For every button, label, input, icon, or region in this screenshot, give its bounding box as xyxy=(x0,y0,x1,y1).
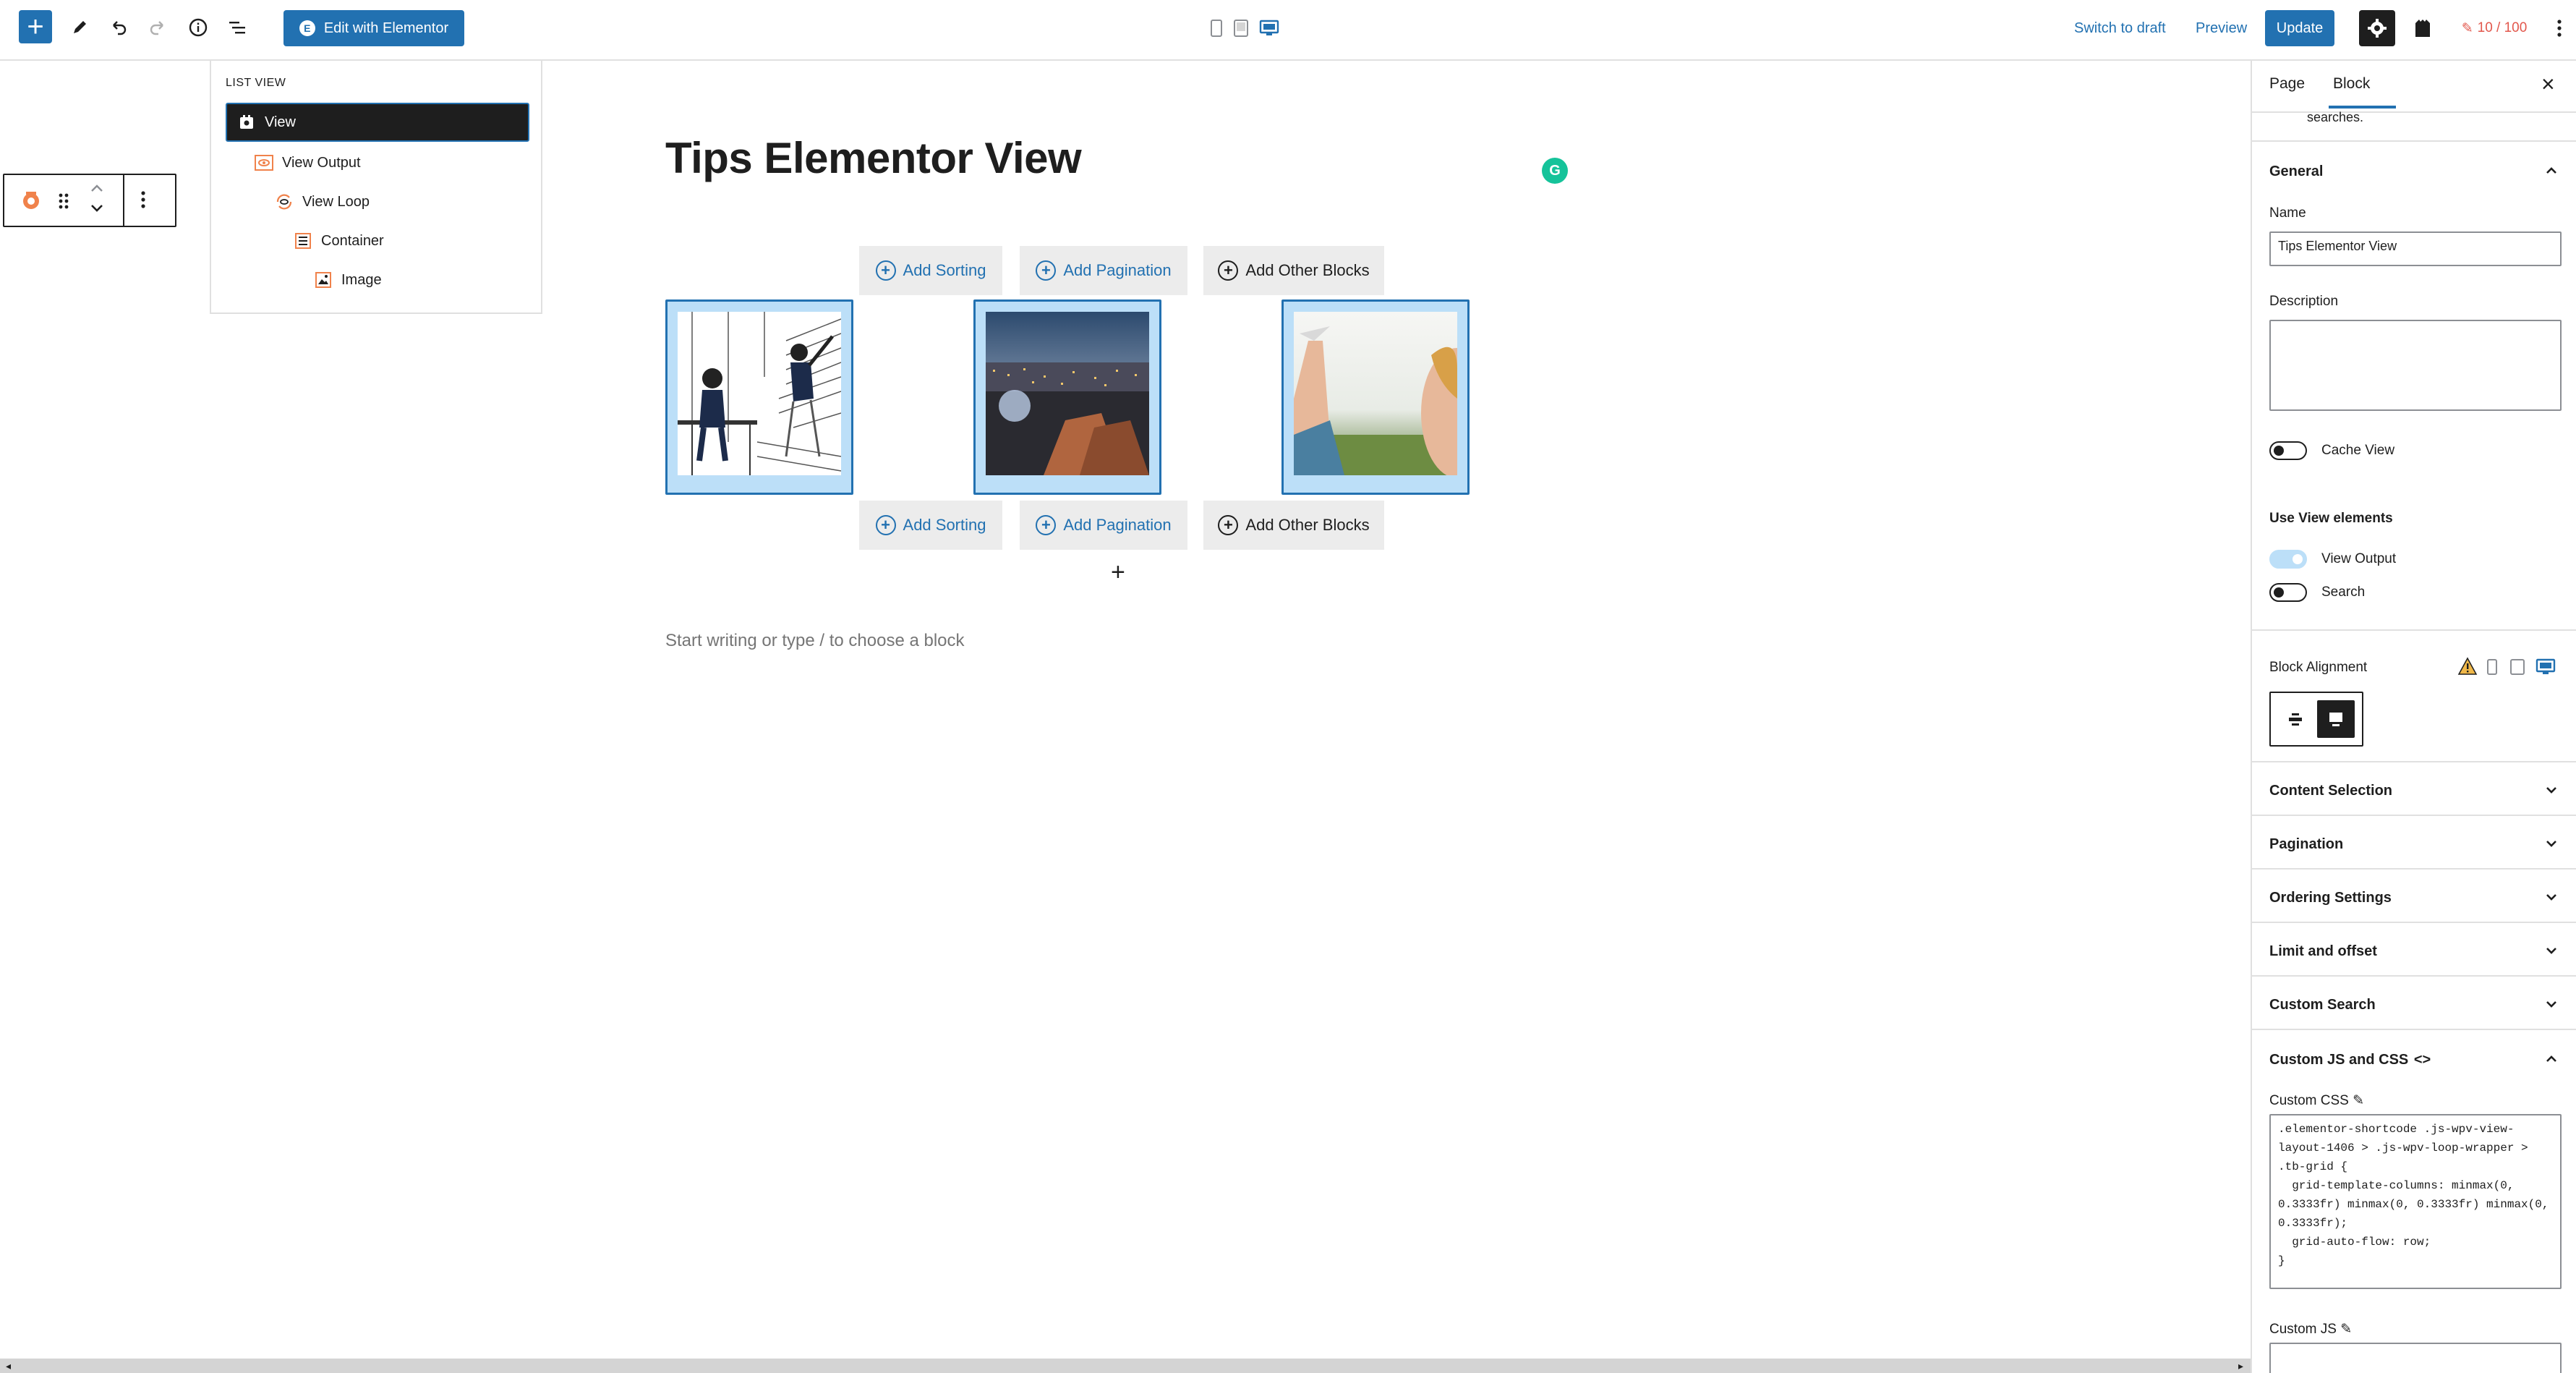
section-title: Ordering Settings xyxy=(2269,890,2392,906)
tab-block[interactable]: Block xyxy=(2333,75,2371,92)
section-divider xyxy=(2252,761,2576,762)
add-other-blocks-label: Add Other Blocks xyxy=(1245,261,1370,279)
use-view-elements-heading: Use View elements xyxy=(2269,511,2393,526)
custom-js-editor[interactable] xyxy=(2269,1343,2562,1373)
chevron-up-icon xyxy=(2544,1052,2559,1068)
elementor-icon: E xyxy=(299,20,315,36)
info-icon[interactable] xyxy=(182,12,214,43)
undo-icon[interactable] xyxy=(103,12,135,43)
image-icon xyxy=(314,271,333,289)
search-label: Search xyxy=(2321,585,2366,600)
scroll-left-icon[interactable]: ◂ xyxy=(6,1360,12,1372)
tab-page[interactable]: Page xyxy=(2269,75,2306,92)
list-view-icon[interactable] xyxy=(221,12,253,43)
code-icon: <> xyxy=(2413,1052,2431,1068)
settings-sidebar xyxy=(2251,61,2576,1373)
plus-circle-icon: + xyxy=(1218,515,1238,535)
desktop-preview-icon[interactable] xyxy=(1257,16,1281,41)
section-content-selection[interactable] xyxy=(2269,783,2559,799)
view-output-toggle[interactable] xyxy=(2269,550,2307,569)
redo-icon[interactable] xyxy=(142,12,174,43)
description-label: Description xyxy=(2269,294,2339,309)
gear-icon xyxy=(2366,17,2388,39)
description-field[interactable] xyxy=(2269,320,2562,411)
view-output-label: View Output xyxy=(2321,551,2397,566)
list-item-container[interactable] xyxy=(294,221,384,260)
plus-icon: + xyxy=(27,11,44,43)
add-sorting-button-bottom[interactable] xyxy=(859,501,1002,550)
custom-css-label xyxy=(2269,1092,2364,1109)
edit-with-elementor-label: Edit with Elementor xyxy=(323,20,449,36)
grammarly-icon[interactable]: G xyxy=(1542,158,1568,184)
settings-button[interactable] xyxy=(2359,10,2395,46)
desktop-alignment-icon[interactable] xyxy=(2536,658,2557,677)
section-limit-offset[interactable] xyxy=(2269,943,2559,960)
plugin-icon[interactable] xyxy=(2408,12,2437,45)
section-pagination[interactable] xyxy=(2269,836,2559,853)
top-toolbar xyxy=(0,0,2576,61)
align-wide-button[interactable] xyxy=(2277,700,2314,738)
section-custom-js-css[interactable] xyxy=(2269,1052,2559,1068)
section-title: Custom Search xyxy=(2269,997,2376,1013)
preview-button[interactable]: Preview xyxy=(2196,20,2248,36)
name-field[interactable]: Tips Elementor View xyxy=(2269,231,2562,266)
section-title: Limit and offset xyxy=(2269,943,2377,959)
tablet-alignment-icon[interactable] xyxy=(2509,658,2527,677)
list-item-view-output[interactable] xyxy=(255,143,361,182)
pencil-icon[interactable]: ✎ xyxy=(2353,1093,2365,1108)
align-full-button[interactable] xyxy=(2317,700,2355,738)
update-button[interactable]: Update xyxy=(2265,10,2334,46)
tablet-preview-icon[interactable] xyxy=(1231,16,1251,41)
default-block-appender[interactable]: Start writing or type / to choose a block xyxy=(665,631,965,650)
add-other-blocks-button-bottom[interactable] xyxy=(1203,501,1384,550)
add-other-blocks-label: Add Other Blocks xyxy=(1245,516,1370,534)
section-divider xyxy=(2252,140,2576,142)
plus-circle-icon: + xyxy=(1218,260,1238,281)
custom-js-label-text: Custom JS xyxy=(2269,1322,2337,1337)
view-block-icon[interactable] xyxy=(20,190,43,213)
list-view-heading: LIST VIEW xyxy=(226,77,286,89)
name-label: Name xyxy=(2269,205,2306,221)
list-item-image[interactable] xyxy=(314,260,382,299)
add-sorting-label: Add Sorting xyxy=(903,516,986,534)
section-title: Pagination xyxy=(2269,836,2344,852)
add-pagination-button-bottom[interactable] xyxy=(1020,501,1187,550)
add-sorting-label: Add Sorting xyxy=(903,261,986,279)
loop-item-image-1[interactable] xyxy=(665,299,853,495)
custom-js-label xyxy=(2269,1321,2352,1338)
section-divider xyxy=(2252,975,2576,977)
loop-item-image-3[interactable] xyxy=(1281,299,1470,495)
move-up-icon[interactable] xyxy=(88,182,110,198)
chevron-down-icon xyxy=(2544,997,2559,1013)
cache-view-label: Cache View xyxy=(2321,443,2395,458)
section-divider xyxy=(2252,922,2576,923)
section-title: General xyxy=(2269,163,2324,179)
chevron-down-icon xyxy=(2544,836,2559,853)
switch-to-draft-button[interactable]: Switch to draft xyxy=(2074,20,2166,36)
loop-item-image-2[interactable] xyxy=(973,299,1161,495)
city-night-photo xyxy=(986,312,1149,475)
drag-handle-icon[interactable] xyxy=(56,191,75,213)
chevron-up-icon xyxy=(2544,163,2559,180)
block-options-icon[interactable] xyxy=(140,190,162,213)
alignment-buttons xyxy=(2269,692,2363,747)
sidebar-tabs xyxy=(2252,61,2576,113)
align-full-icon xyxy=(2326,710,2345,728)
seo-score-badge[interactable] xyxy=(2447,12,2541,45)
mobile-alignment-icon[interactable] xyxy=(2486,658,2502,677)
block-alignment-label: Block Alignment xyxy=(2269,660,2368,675)
list-item-view-loop[interactable] xyxy=(275,182,370,221)
section-divider xyxy=(2252,815,2576,816)
custom-css-label-text: Custom CSS xyxy=(2269,1093,2349,1108)
chevron-down-icon xyxy=(2544,890,2559,906)
view-loop-icon xyxy=(275,192,294,211)
section-general-header[interactable] xyxy=(2269,163,2559,180)
align-wide-icon xyxy=(2286,710,2305,728)
edit-with-elementor-button[interactable] xyxy=(283,10,464,46)
view-block-icon xyxy=(237,113,256,132)
section-ordering-settings[interactable] xyxy=(2269,890,2559,906)
section-custom-search[interactable] xyxy=(2269,997,2559,1013)
mobile-preview-icon[interactable] xyxy=(1206,16,1227,41)
list-item-label: View Output xyxy=(282,154,361,171)
list-item-label: Image xyxy=(341,271,382,288)
add-block-button[interactable] xyxy=(19,10,52,43)
horizontal-scrollbar[interactable] xyxy=(0,1359,2251,1373)
add-pagination-label: Add Pagination xyxy=(1063,261,1172,279)
section-title: Content Selection xyxy=(2269,783,2393,799)
section-title: Custom JS and CSS xyxy=(2269,1052,2409,1068)
section-divider xyxy=(2252,1029,2576,1030)
seo-icon: ✎ xyxy=(2461,20,2473,36)
cache-view-toggle[interactable] xyxy=(2269,441,2307,460)
add-sorting-button-top[interactable] xyxy=(859,246,1002,295)
pencil-icon[interactable]: ✎ xyxy=(2340,1322,2353,1337)
options-menu-icon[interactable] xyxy=(2549,12,2570,45)
person-paper-plane-photo xyxy=(1294,312,1457,475)
list-item-label: Container xyxy=(321,232,384,249)
container-icon xyxy=(294,231,312,250)
plus-circle-icon: + xyxy=(876,260,896,281)
add-other-blocks-button-top[interactable] xyxy=(1203,246,1384,295)
plus-circle-icon: + xyxy=(1036,260,1056,281)
warning-icon xyxy=(2457,657,2479,679)
list-view-panel xyxy=(210,61,542,314)
chevron-down-icon xyxy=(2544,943,2559,960)
view-output-icon xyxy=(255,153,273,172)
scroll-right-icon[interactable]: ▸ xyxy=(2238,1360,2243,1372)
move-down-icon[interactable] xyxy=(88,203,110,218)
list-item-label: View xyxy=(265,114,296,130)
custom-css-editor[interactable]: .elementor-shortcode .js-wpv-view-layout-1406 > .js-wpv-loop-wrapper > .tb-grid { grid-template-columns: minmax(0, 0.3333fr) minmax(0, 0.3333fr) minmax(0, 0.3333fr); grid-auto-flow: row; } xyxy=(2269,1114,2562,1289)
list-item-view[interactable] xyxy=(226,103,529,142)
add-pagination-button-top[interactable] xyxy=(1020,246,1187,295)
plus-circle-icon: + xyxy=(1036,515,1056,535)
post-title[interactable]: Tips Elementor View xyxy=(665,134,1082,182)
toolbar-divider xyxy=(123,175,124,226)
close-icon[interactable]: × xyxy=(2541,71,2555,97)
plus-circle-icon: + xyxy=(876,515,896,535)
pen-icon[interactable] xyxy=(64,12,95,43)
illustration-image xyxy=(678,312,841,475)
chevron-down-icon xyxy=(2544,783,2559,799)
list-item-label: View Loop xyxy=(302,193,370,210)
section-divider xyxy=(2252,629,2576,631)
add-pagination-label: Add Pagination xyxy=(1063,516,1172,534)
block-toolbar xyxy=(3,174,176,227)
section-divider xyxy=(2252,868,2576,870)
inserter-plus-icon[interactable]: + xyxy=(1111,558,1125,586)
truncated-help-text: searches. xyxy=(2307,110,2364,124)
seo-score-label: 10 / 100 xyxy=(2477,20,2528,35)
search-toggle[interactable] xyxy=(2269,583,2307,602)
